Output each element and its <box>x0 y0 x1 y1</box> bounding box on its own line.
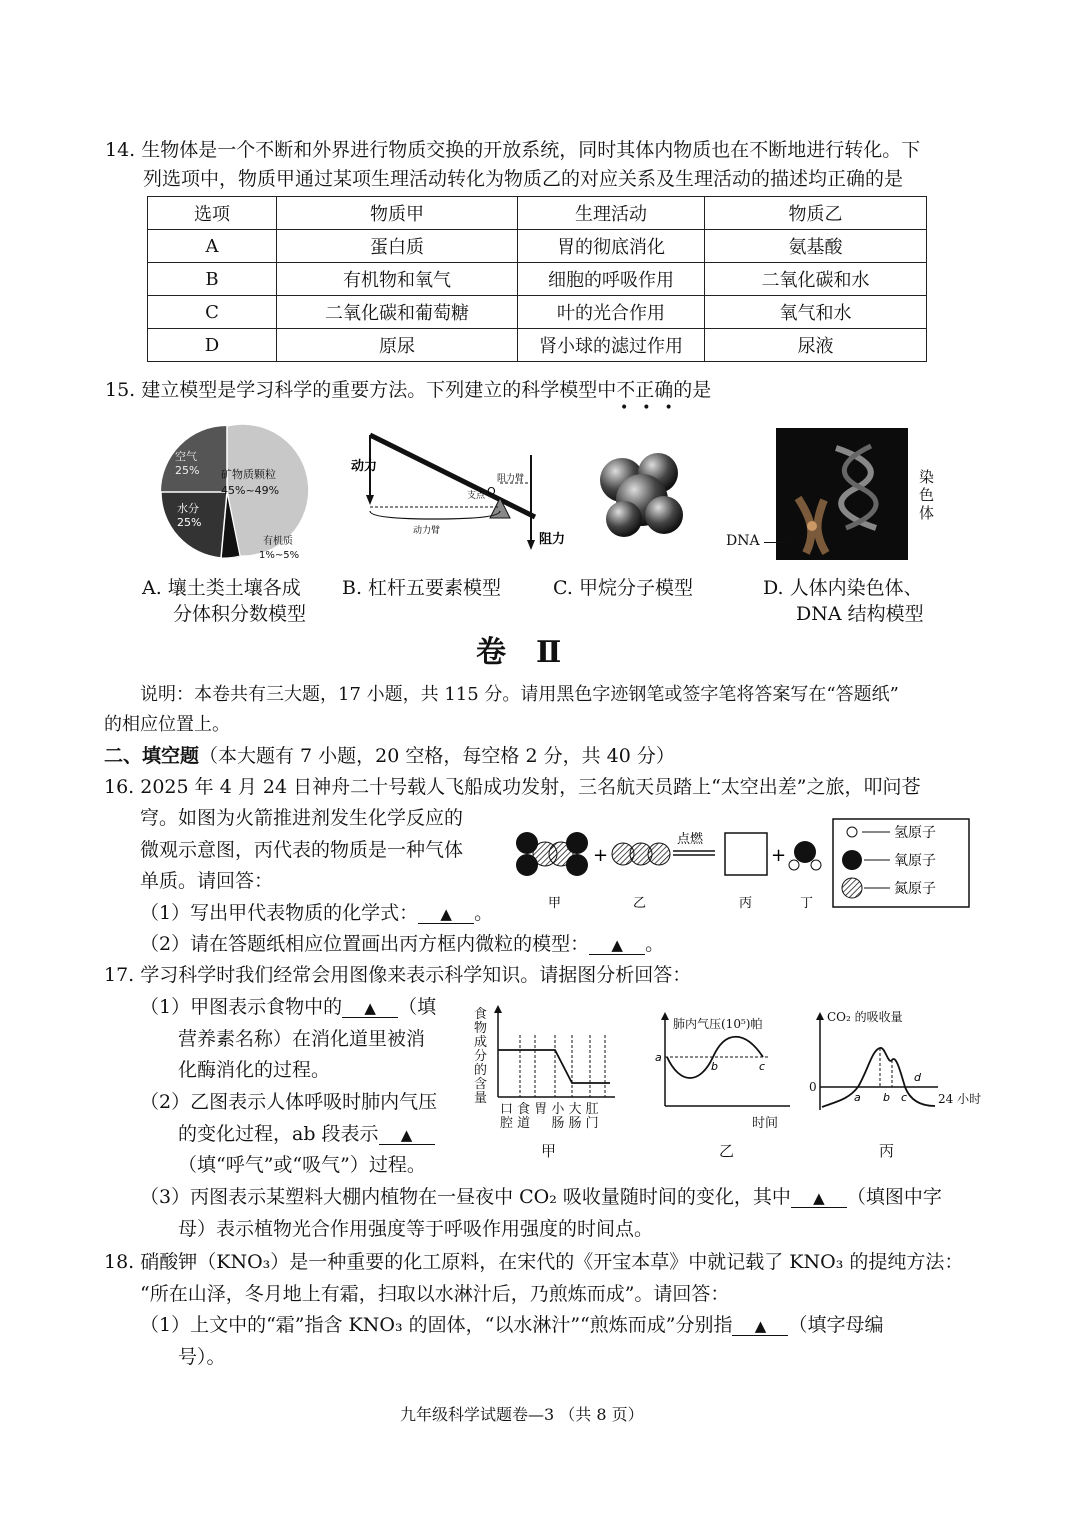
co2-graph <box>810 1010 940 1115</box>
option-d-line1: D. 人体内染色体、 <box>763 577 923 599</box>
q17-s1a-text: （1）甲图表示食物中的 <box>140 996 343 1018</box>
table-row <box>148 230 927 263</box>
svg-text:+: + <box>771 845 787 866</box>
table-cell: 蛋白质 <box>277 230 518 263</box>
lever-force-arm-label: 动力臂 <box>413 526 441 536</box>
answer-blank[interactable]: ▲ <box>791 1189 847 1208</box>
q17-s1c: 营养素名称）在消化道里被消 <box>178 1028 426 1050</box>
option-a-line2: 分体积分数模型 <box>173 603 307 625</box>
q18-line4: 号）。 <box>178 1346 226 1368</box>
part2-bold: 二、填空题 <box>104 745 200 767</box>
q16-line1: 16. 2025 年 4 月 24 日神舟二十号载人飞船成功发射，三名航天员踏上“太空出差”之旅，叩问苍 <box>104 776 921 798</box>
table-cell: 有机物和氧气 <box>277 263 518 296</box>
q17-s1a <box>140 994 436 1020</box>
q16-sub2-text: （2）请在答题纸相应位置画出丙方框内微粒的模型： <box>140 933 590 955</box>
pie-mineral-label: 矿物质颗粒 <box>221 468 276 481</box>
reaction-diagram <box>505 815 835 915</box>
chromosome-dna-figure <box>776 428 908 560</box>
table-cell: 氧气和水 <box>705 296 927 329</box>
g3-name: 丙 <box>879 1142 895 1160</box>
table-cell: 原尿 <box>277 329 518 362</box>
q14-line1: 14. 生物体是一个不断和外界进行物质交换的开放系统，同时其体内物质也在不断地进行转化。下 <box>105 139 921 161</box>
answer-blank[interactable]: ▲ <box>589 936 645 955</box>
legend-h: 氢原子 <box>894 825 936 841</box>
lever-o-label: O <box>487 485 496 498</box>
g3-b: b <box>883 1091 890 1104</box>
q18-line3 <box>140 1312 883 1338</box>
legend-n: 氮原子 <box>894 881 936 897</box>
pie-water-pct: 25% <box>177 516 202 529</box>
lever-figure <box>345 425 566 565</box>
label-bing: 丙 <box>739 896 753 911</box>
q17-s2b <box>178 1121 435 1147</box>
g1-name: 甲 <box>541 1142 557 1160</box>
table-header-row <box>148 197 927 230</box>
answer-blank[interactable]: ▲ <box>418 905 474 924</box>
q18-line2: “所在山泽，冬月地上有霜，扫取以水淋汁后，乃煎炼而成”。请回答： <box>140 1283 730 1305</box>
page-footer: 九年级科学试题卷—3 （共 8 页） <box>400 1405 644 1424</box>
q16-line3: 微观示意图，丙代表的物质是一种气体 <box>140 839 464 861</box>
table-row <box>148 296 927 329</box>
digestion-graph <box>490 1005 620 1100</box>
g3-zero: 0 <box>809 1080 817 1094</box>
legend-box <box>832 818 970 908</box>
part2-heading <box>104 743 675 769</box>
lever-fulcrum-label: 支点 <box>467 491 486 501</box>
section-title: 卷 Ⅱ <box>476 635 562 670</box>
methane-model-figure <box>592 445 692 545</box>
q17-s2a: （2）乙图表示人体呼吸时肺内气压 <box>140 1091 438 1113</box>
option-a-line1: A. 壤土类土壤各成 <box>142 577 301 599</box>
answer-blank[interactable]: ▲ <box>732 1317 788 1336</box>
answer-blank[interactable]: ▲ <box>342 999 398 1018</box>
pie-organic-pct: 1%~5% <box>259 550 300 561</box>
g3-c: c <box>901 1091 908 1104</box>
q14-line2: 列选项中，物质甲通过某项生理活动转化为物质乙的对应关系及生理活动的描述均正确的是 <box>143 168 904 190</box>
q16-line4: 单质。请回答： <box>140 870 274 892</box>
q17-s2b-text: 的变化过程，ab 段表示 <box>178 1123 379 1145</box>
label-yi: 乙 <box>633 896 647 911</box>
header-cell: 生理活动 <box>518 197 705 230</box>
chromosome-label: 染色体 <box>919 468 935 522</box>
g1-xlabel2: 腔 道 肠 肠 门 <box>500 1116 599 1131</box>
table-cell: 肾小球的滤过作用 <box>518 329 705 362</box>
table-cell: 叶的光合作用 <box>518 296 705 329</box>
q17-s3c: 母）表示植物光合作用强度等于呼吸作用强度的时间点。 <box>178 1218 654 1240</box>
q17-s1b-text: （填 <box>398 996 437 1018</box>
g3-ylabel: CO₂ 的吸收量 <box>827 1010 903 1024</box>
q16-sub1: （1）写出甲代表物质的化学式： ▲ 。 <box>140 902 494 924</box>
soil-pie-figure <box>145 420 315 570</box>
q16-sub1-text: （1）写出甲代表物质的化学式： <box>140 902 419 924</box>
section-note-line1: 说明：本卷共有三大题，17 小题，共 115 分。请用黑色字迹钢笔或签字笔将答案写在“答题纸” <box>140 684 899 705</box>
g2-b: b <box>711 1060 718 1073</box>
part2-rest: （本大题有 7 小题，20 空格，每空格 2 分，共 40 分） <box>199 745 675 767</box>
lever-resist-label: 阻力 <box>539 532 566 547</box>
pie-air-label: 空气 <box>175 450 197 463</box>
q18-line1: 18. 硝酸钾（KNO₃）是一种重要的化工原料，在宋代的《开宝本草》中就记载了 KNO₃ 的提纯方法： <box>104 1251 964 1273</box>
q14-table <box>147 196 927 362</box>
g2-c: c <box>759 1060 766 1073</box>
q17-s3a-text: （3）丙图表示某塑料大棚内植物在一昼夜中 CO₂ 吸收量随时间的变化，其中 <box>140 1186 791 1208</box>
option-c: C. 甲烷分子模型 <box>553 577 693 599</box>
table-cell: B <box>148 263 277 296</box>
table-cell: C <box>148 296 277 329</box>
q17-s3b-text: （填图中字 <box>846 1186 942 1208</box>
dna-label: DNA <box>726 533 760 549</box>
g1-xlabel1: 口 食 胃 小 大 肛 <box>500 1102 599 1117</box>
table-cell: 胃的彻底消化 <box>518 230 705 263</box>
lever-resist-arm-label: 阻力臂 <box>497 474 525 484</box>
pie-mineral-pct: 45%~49% <box>221 484 280 497</box>
header-cell: 物质甲 <box>277 197 518 230</box>
table-cell: 细胞的呼吸作用 <box>518 263 705 296</box>
q17-s3a <box>140 1184 942 1210</box>
pie-air-pct: 25% <box>175 464 200 477</box>
pie-organic-label: 有机质 <box>263 536 293 547</box>
section-note-line2: 的相应位置上。 <box>104 714 230 735</box>
q17-s2c: （填“呼气”或“吸气”）过程。 <box>178 1154 426 1176</box>
table-cell: 二氧化碳和水 <box>705 263 927 296</box>
lever-force-label: 动力 <box>351 459 378 474</box>
ignite-label: 点燃 <box>677 832 704 847</box>
table-cell: A <box>148 230 277 263</box>
g3-d: d <box>914 1071 921 1084</box>
table-row <box>148 263 927 296</box>
option-b: B. 杠杆五要素模型 <box>342 577 502 599</box>
table-row <box>148 329 927 362</box>
svg-text:+: + <box>593 845 609 866</box>
q15-stem: 15. 建立模型是学习科学的重要方法。下列建立的科学模型中不正确的是 <box>105 379 712 401</box>
dna-pointer-line <box>764 542 786 543</box>
label-ding: 丁 <box>800 896 814 911</box>
table-cell: 二氧化碳和葡萄糖 <box>277 296 518 329</box>
emphasis-dots: ••• <box>620 400 687 416</box>
table-cell: D <box>148 329 277 362</box>
g2-a: a <box>655 1051 662 1064</box>
table-cell: 氨基酸 <box>705 230 927 263</box>
q16-sub2: （2）请在答题纸相应位置画出丙方框内微粒的模型： ▲ 。 <box>140 933 665 955</box>
header-cell: 选项 <box>148 197 277 230</box>
option-d-line2: DNA 结构模型 <box>796 603 924 625</box>
g3-xlabel: 24 小时 <box>938 1092 982 1106</box>
g1-ylabel: 食物成分的含量 <box>474 1007 488 1106</box>
answer-blank[interactable]: ▲ <box>379 1126 435 1145</box>
table-cell: 尿液 <box>705 329 927 362</box>
q17-s1d: 化酶消化的过程。 <box>178 1059 331 1081</box>
g2-xlabel: 时间 <box>752 1116 779 1131</box>
label-jia: 甲 <box>548 896 562 911</box>
pie-water-label: 水分 <box>177 502 199 515</box>
q18-line3b-text: （填字母编 <box>788 1314 884 1336</box>
g3-a: a <box>854 1091 861 1104</box>
q18-line3a-text: （1）上文中的“霜”指含 KNO₃ 的固体，“以水淋汁”“煎炼而成”分别指 <box>140 1314 733 1336</box>
g2-name: 乙 <box>719 1142 735 1160</box>
header-cell: 物质乙 <box>705 197 927 230</box>
product-box <box>725 833 767 875</box>
legend-o: 氧原子 <box>894 853 936 869</box>
q17-stem: 17. 学习科学时我们经常会用图像来表示科学知识。请据图分析回答： <box>104 964 692 986</box>
q16-line2: 穹。如图为火箭推进剂发生化学反应的 <box>140 807 464 829</box>
g2-ylabel: 肺内气压(10⁵)帕 <box>673 1017 763 1031</box>
